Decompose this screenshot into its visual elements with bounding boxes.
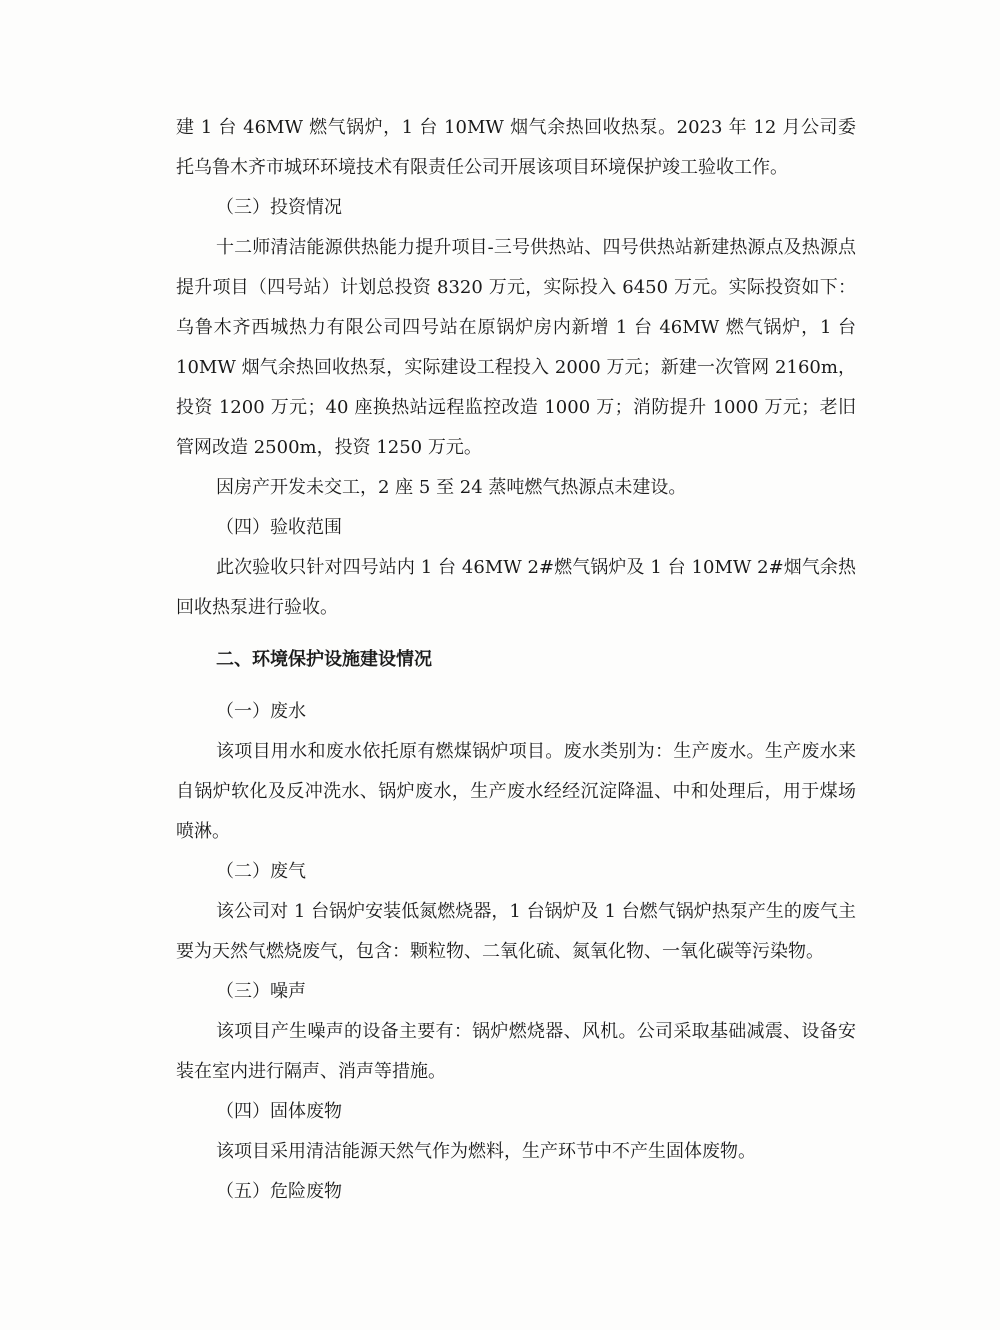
heading-investment: （三）投资情况: [216, 197, 342, 218]
paragraph-unbuilt: 因房产开发未交工，2 座 5 至 24 蒸吨燃气热源点未建设。: [216, 477, 687, 498]
document-body: [176, 108, 856, 1212]
heading-section-2: 二、环境保护设施建设情况: [216, 649, 432, 670]
paragraph-investment: 十二师清洁能源供热能力提升项目-三号供热站、四号供热站新建热源点及热源点提升项目（四号站）计划总投资 8320 万元，实际投入 6450 万元。实际投资如下：乌鲁木齐西城热力有限公司四号站在原锅炉房内新增 1 台 46MW 燃气锅炉，1 台 10MW 烟气余热回收热泵，实际建设工程投入 2000 万元；新建一次管网 2160m，投资 1200 万元；40 座换热站远程监控改造 1000 万；消防提升 1000 万元；老旧管网改造 2500m，投资 1250 万元。: [176, 237, 856, 458]
paragraph-acceptance-scope: 此次验收只针对四号站内 1 台 46MW 2#燃气锅炉及 1 台 10MW 2#烟气余热回收热泵进行验收。: [176, 557, 856, 618]
paragraph-wastewater: 该项目用水和废水依托原有燃煤锅炉项目。废水类别为：生产废水。生产废水来自锅炉软化及反冲洗水、锅炉废水，生产废水经经沉淀降温、中和处理后，用于煤场喷淋。: [176, 741, 856, 842]
heading-wastewater: （一）废水: [216, 701, 306, 722]
paragraph-exhaust: 该公司对 1 台锅炉安装低氮燃烧器，1 台锅炉及 1 台燃气锅炉热泵产生的废气主要为天然气燃烧废气，包含：颗粒物、二氧化硫、氮氧化物、一氧化碳等污染物。: [176, 901, 856, 962]
heading-hazardous-waste: （五）危险废物: [216, 1181, 342, 1202]
heading-acceptance-scope: （四）验收范围: [216, 517, 342, 538]
heading-exhaust: （二）废气: [216, 861, 306, 882]
heading-noise: （三）噪声: [216, 981, 306, 1002]
paragraph-noise: 该项目产生噪声的设备主要有：锅炉燃烧器、风机。公司采取基础减震、设备安装在室内进行隔声、消声等措施。: [176, 1021, 856, 1082]
heading-solid-waste: （四）固体废物: [216, 1101, 342, 1122]
paragraph-solid-waste: 该项目采用清洁能源天然气作为燃料，生产环节中不产生固体废物。: [216, 1141, 756, 1162]
paragraph-project-construction: 建 1 台 46MW 燃气锅炉，1 台 10MW 烟气余热回收热泵。2023 年 12 月公司委托乌鲁木齐市城环环境技术有限责任公司开展该项目环境保护竣工验收工作。: [176, 117, 856, 178]
